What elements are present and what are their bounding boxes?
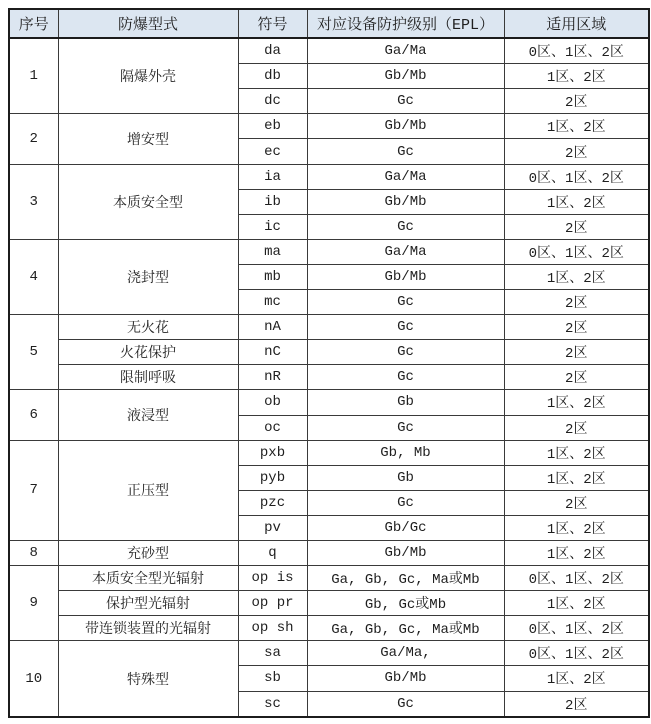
zone-cell: 1区、2区 — [504, 390, 649, 415]
zone-cell: 2区 — [504, 89, 649, 114]
serial-cell: 8 — [9, 540, 58, 565]
symbol-cell: pyb — [238, 465, 307, 490]
zone-cell: 0区、1区、2区 — [504, 641, 649, 666]
symbol-cell: eb — [238, 114, 307, 139]
symbol-cell: mc — [238, 290, 307, 315]
epl-cell: Ga/Ma — [307, 164, 504, 189]
zone-cell: 0区、1区、2区 — [504, 616, 649, 641]
type-cell: 充砂型 — [58, 540, 238, 565]
column-header-epl: 对应设备防护级别（EPL） — [307, 9, 504, 38]
table-row — [9, 114, 649, 139]
type-cell: 本质安全型光辐射 — [58, 566, 238, 591]
serial-cell: 6 — [9, 390, 58, 440]
table-row — [9, 315, 649, 340]
symbol-cell: pxb — [238, 440, 307, 465]
epl-cell: Gc — [307, 214, 504, 239]
symbol-cell: ib — [238, 189, 307, 214]
serial-cell: 3 — [9, 164, 58, 239]
zone-cell: 0区、1区、2区 — [504, 164, 649, 189]
epl-cell: Ga/Ma — [307, 239, 504, 264]
symbol-cell: oc — [238, 415, 307, 440]
type-cell: 限制呼吸 — [58, 365, 238, 390]
epl-cell: Gb/Mb — [307, 540, 504, 565]
serial-cell: 10 — [9, 641, 58, 717]
symbol-cell: q — [238, 540, 307, 565]
table-row — [9, 365, 649, 390]
column-header-zone: 适用区域 — [504, 9, 649, 38]
table-row — [9, 440, 649, 465]
zone-cell: 1区、2区 — [504, 114, 649, 139]
table-header — [9, 9, 649, 38]
zone-cell: 1区、2区 — [504, 666, 649, 691]
column-header-type: 防爆型式 — [58, 9, 238, 38]
serial-cell: 1 — [9, 38, 58, 114]
symbol-cell: ec — [238, 139, 307, 164]
type-cell: 隔爆外壳 — [58, 38, 238, 114]
symbol-cell: op sh — [238, 616, 307, 641]
zone-cell: 0区、1区、2区 — [504, 566, 649, 591]
zone-cell: 0区、1区、2区 — [504, 239, 649, 264]
zone-cell: 2区 — [504, 139, 649, 164]
symbol-cell: ia — [238, 164, 307, 189]
epl-cell: Gc — [307, 290, 504, 315]
table-row — [9, 566, 649, 591]
symbol-cell: nR — [238, 365, 307, 390]
table-row — [9, 239, 649, 264]
type-cell: 火花保护 — [58, 340, 238, 365]
serial-cell: 2 — [9, 114, 58, 164]
symbol-cell: mb — [238, 264, 307, 289]
type-cell: 带连锁装置的光辐射 — [58, 616, 238, 641]
table-body — [9, 38, 649, 717]
epl-cell: Ga/Ma — [307, 38, 504, 64]
zone-cell: 1区、2区 — [504, 189, 649, 214]
type-cell: 无火花 — [58, 315, 238, 340]
table-row — [9, 340, 649, 365]
type-cell: 正压型 — [58, 440, 238, 540]
serial-cell: 4 — [9, 239, 58, 314]
type-cell: 增安型 — [58, 114, 238, 164]
epl-cell: Gb/Mb — [307, 64, 504, 89]
epl-cell: Gc — [307, 490, 504, 515]
symbol-cell: sb — [238, 666, 307, 691]
epl-cell: Gc — [307, 315, 504, 340]
zone-cell: 1区、2区 — [504, 591, 649, 616]
symbol-cell: db — [238, 64, 307, 89]
epl-cell: Gb — [307, 390, 504, 415]
table-row — [9, 641, 649, 666]
epl-cell: Gc — [307, 415, 504, 440]
symbol-cell: nC — [238, 340, 307, 365]
column-header-symbol: 符号 — [238, 9, 307, 38]
epl-cell: Gb/Mb — [307, 264, 504, 289]
zone-cell: 1区、2区 — [504, 465, 649, 490]
zone-cell: 0区、1区、2区 — [504, 38, 649, 64]
table-row — [9, 616, 649, 641]
symbol-cell: ob — [238, 390, 307, 415]
type-cell: 特殊型 — [58, 641, 238, 717]
serial-cell: 7 — [9, 440, 58, 540]
zone-cell: 2区 — [504, 315, 649, 340]
epl-cell: Gb/Mb — [307, 189, 504, 214]
symbol-cell: da — [238, 38, 307, 64]
epl-cell: Gc — [307, 89, 504, 114]
epl-cell: Gb, Gc或Mb — [307, 591, 504, 616]
document-page — [8, 8, 650, 718]
type-cell: 浇封型 — [58, 239, 238, 314]
symbol-cell: ic — [238, 214, 307, 239]
epl-cell: Gc — [307, 340, 504, 365]
column-header-serial: 序号 — [9, 9, 58, 38]
epl-cell: Ga, Gb, Gc, Ma或Mb — [307, 566, 504, 591]
table-row — [9, 540, 649, 565]
epl-cell: Gc — [307, 691, 504, 717]
epl-cell: Ga/Ma, — [307, 641, 504, 666]
zone-cell: 2区 — [504, 214, 649, 239]
epl-cell: Gb/Mb — [307, 666, 504, 691]
symbol-cell: dc — [238, 89, 307, 114]
serial-cell: 9 — [9, 566, 58, 641]
epl-cell: Ga, Gb, Gc, Ma或Mb — [307, 616, 504, 641]
zone-cell: 2区 — [504, 290, 649, 315]
zone-cell: 2区 — [504, 340, 649, 365]
type-cell: 液浸型 — [58, 390, 238, 440]
zone-cell: 2区 — [504, 490, 649, 515]
epl-cell: Gb/Gc — [307, 515, 504, 540]
zone-cell: 1区、2区 — [504, 540, 649, 565]
table-row — [9, 38, 649, 64]
table-row — [9, 390, 649, 415]
table-row — [9, 591, 649, 616]
epl-cell: Gc — [307, 365, 504, 390]
symbol-cell: ma — [238, 239, 307, 264]
serial-cell: 5 — [9, 315, 58, 390]
epl-cell: Gb, Mb — [307, 440, 504, 465]
zone-cell: 1区、2区 — [504, 64, 649, 89]
header-row — [9, 9, 649, 38]
epl-cell: Gc — [307, 139, 504, 164]
symbol-cell: nA — [238, 315, 307, 340]
explosion-protection-table — [8, 8, 650, 718]
zone-cell: 2区 — [504, 365, 649, 390]
symbol-cell: op pr — [238, 591, 307, 616]
zone-cell: 1区、2区 — [504, 264, 649, 289]
symbol-cell: sa — [238, 641, 307, 666]
zone-cell: 2区 — [504, 415, 649, 440]
type-cell: 本质安全型 — [58, 164, 238, 239]
symbol-cell: sc — [238, 691, 307, 717]
table-row — [9, 164, 649, 189]
symbol-cell: pv — [238, 515, 307, 540]
zone-cell: 2区 — [504, 691, 649, 717]
epl-cell: Gb/Mb — [307, 114, 504, 139]
symbol-cell: pzc — [238, 490, 307, 515]
symbol-cell: op is — [238, 566, 307, 591]
type-cell: 保护型光辐射 — [58, 591, 238, 616]
zone-cell: 1区、2区 — [504, 440, 649, 465]
epl-cell: Gb — [307, 465, 504, 490]
zone-cell: 1区、2区 — [504, 515, 649, 540]
